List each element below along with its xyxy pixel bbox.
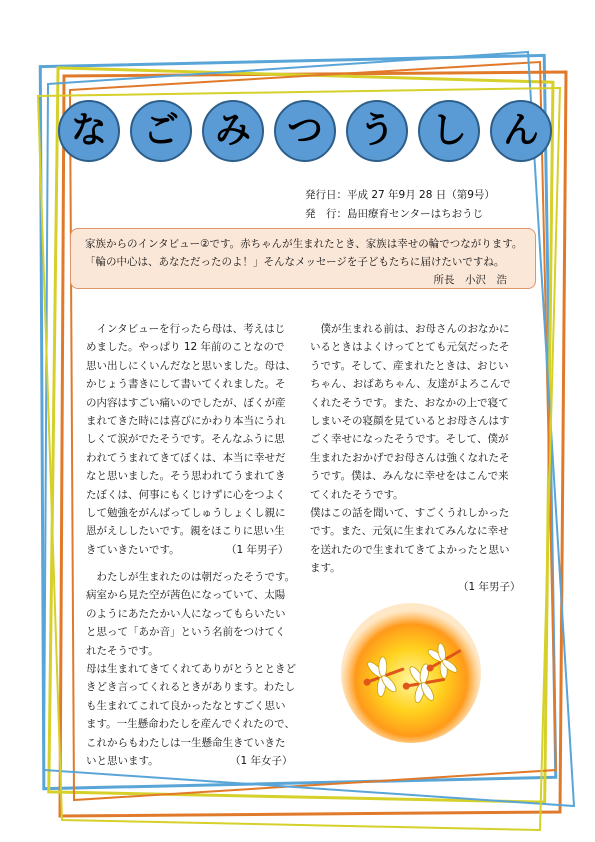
intro-message-box [70, 228, 536, 289]
story-line: めました。やっぱり 12 年前のことなので [86, 341, 285, 354]
story-line: 僕はこの話を聞いて、すごくうれしかった [310, 507, 510, 520]
title-char: み [202, 100, 264, 162]
title-char: つ [274, 100, 336, 162]
title-char: ご [130, 100, 192, 162]
story-line: 思い出しにくいんだなと思いました。母は、 [86, 359, 296, 372]
story-credit: （1 年女子） [230, 755, 293, 768]
publisher: 発 行：島田療育センターはちおうじ [305, 208, 484, 220]
story-line: ます。一生懸命わたしを産んでくれたので、 [86, 718, 295, 731]
story-line: れたそうです。 [86, 644, 159, 657]
story-line: これからもわたしは一生懸命生きていきた [86, 736, 286, 749]
story-line: まれてきた時には喜びにかわり本当にうれ [86, 415, 286, 428]
title-char: し [418, 100, 480, 162]
intro-line: 「輪の中心は、あなただったのよ！」そんなメッセージを子どもたちに届けたいですね。 [85, 256, 505, 268]
story-line [86, 541, 296, 559]
story-line: の内容はすごい痛いのでしたが、ぼくが産 [86, 396, 286, 409]
story-line: しくて涙がでたそうです。そんなふうに思 [86, 433, 285, 446]
story-line: 恩がえししたいです。親をほこりに思い生 [86, 525, 285, 538]
title-char: ん [490, 100, 552, 162]
story-line: 病室から見た空が茜色になっていて、太陽 [86, 589, 286, 602]
story-line: うです。僕は、みんなに幸せをはこんで来 [310, 470, 509, 483]
story-line-text: きていきたいです。 [86, 543, 180, 556]
story-line: 僕が生まれる前は、お母さんのおなかに [310, 323, 510, 335]
story-line: わたしが生まれたのは朝だったそうです。 [86, 571, 296, 583]
story-line: かじょう書きにして書いてくれました。そ [86, 378, 286, 391]
story-line: しまいその寝顔を見ているとお母さんはす [310, 415, 510, 428]
story-boy-1 [86, 320, 296, 559]
story-line: てくれたそうです。 [310, 488, 404, 501]
story-line-text: いと思います。 [86, 755, 159, 768]
title-char: う [346, 100, 408, 162]
story-line: なと思いました。そう思われてうまれてき [86, 470, 286, 483]
story-line: と思って「あか音」という名前をつけてく [86, 626, 286, 639]
story-line: インタビューを行ったら母は、考えはじ [86, 323, 286, 335]
story-line: して勉強をがんばってしゅうしょくし親に [86, 507, 286, 520]
story-line: たぼくは、何事にもくじけずに心をつよく [86, 488, 286, 501]
story-line: ます。 [310, 562, 341, 575]
story-line: ごく幸せになったそうです。そして、僕が [310, 433, 509, 446]
story-line: くれたそうです。また、おなかの上で寝て [310, 396, 509, 409]
intro-signature: 所長 小沢 浩 [433, 274, 507, 286]
story-line [86, 752, 296, 770]
publication-date: 発行日：平成 27 年9月 28 日（第9号） [305, 189, 495, 201]
story-line: きどき言ってくれるときがあります。わたし [86, 681, 296, 694]
newsletter-title [58, 100, 558, 162]
sun-with-dragonflies-illustration [336, 598, 486, 748]
story-boy-2 [310, 320, 530, 596]
story-line: 生まれたおかげでお母さんは強くなれたそ [310, 451, 510, 464]
story-line: も生まれてこれて良かったなとすごく思い [86, 699, 286, 712]
story-line: いるときはよくけってとても元気だったそ [310, 341, 510, 354]
story-girl-1 [86, 568, 296, 770]
story-line: ちゃん、おばあちゃん、友達がよろこんで [310, 378, 511, 391]
story-credit: （1 年男子） [458, 580, 521, 593]
story-line: です。また、元気に生まれてみんなに幸せ [310, 525, 509, 538]
story-credit: （1 年男子） [226, 543, 289, 556]
publication-info [305, 186, 495, 224]
story-line: のようにあたたかい人になってもらいたい [86, 607, 286, 620]
story-line: うです。そして、産まれたときは、おじい [310, 359, 509, 372]
intro-line: 家族からのインタビュー②です。赤ちゃんが生まれたとき、家族は幸せの輪でつながります。 [85, 238, 523, 250]
story-line: 母は生まれてきてくれてありがとうとときど [86, 663, 296, 676]
story-line: を送れたので生まれてきてよかったと思い [310, 543, 510, 556]
title-char: な [58, 100, 120, 162]
story-line [310, 578, 530, 596]
story-line: われてうまれてきてぼくは、本当に幸せだ [86, 451, 286, 464]
